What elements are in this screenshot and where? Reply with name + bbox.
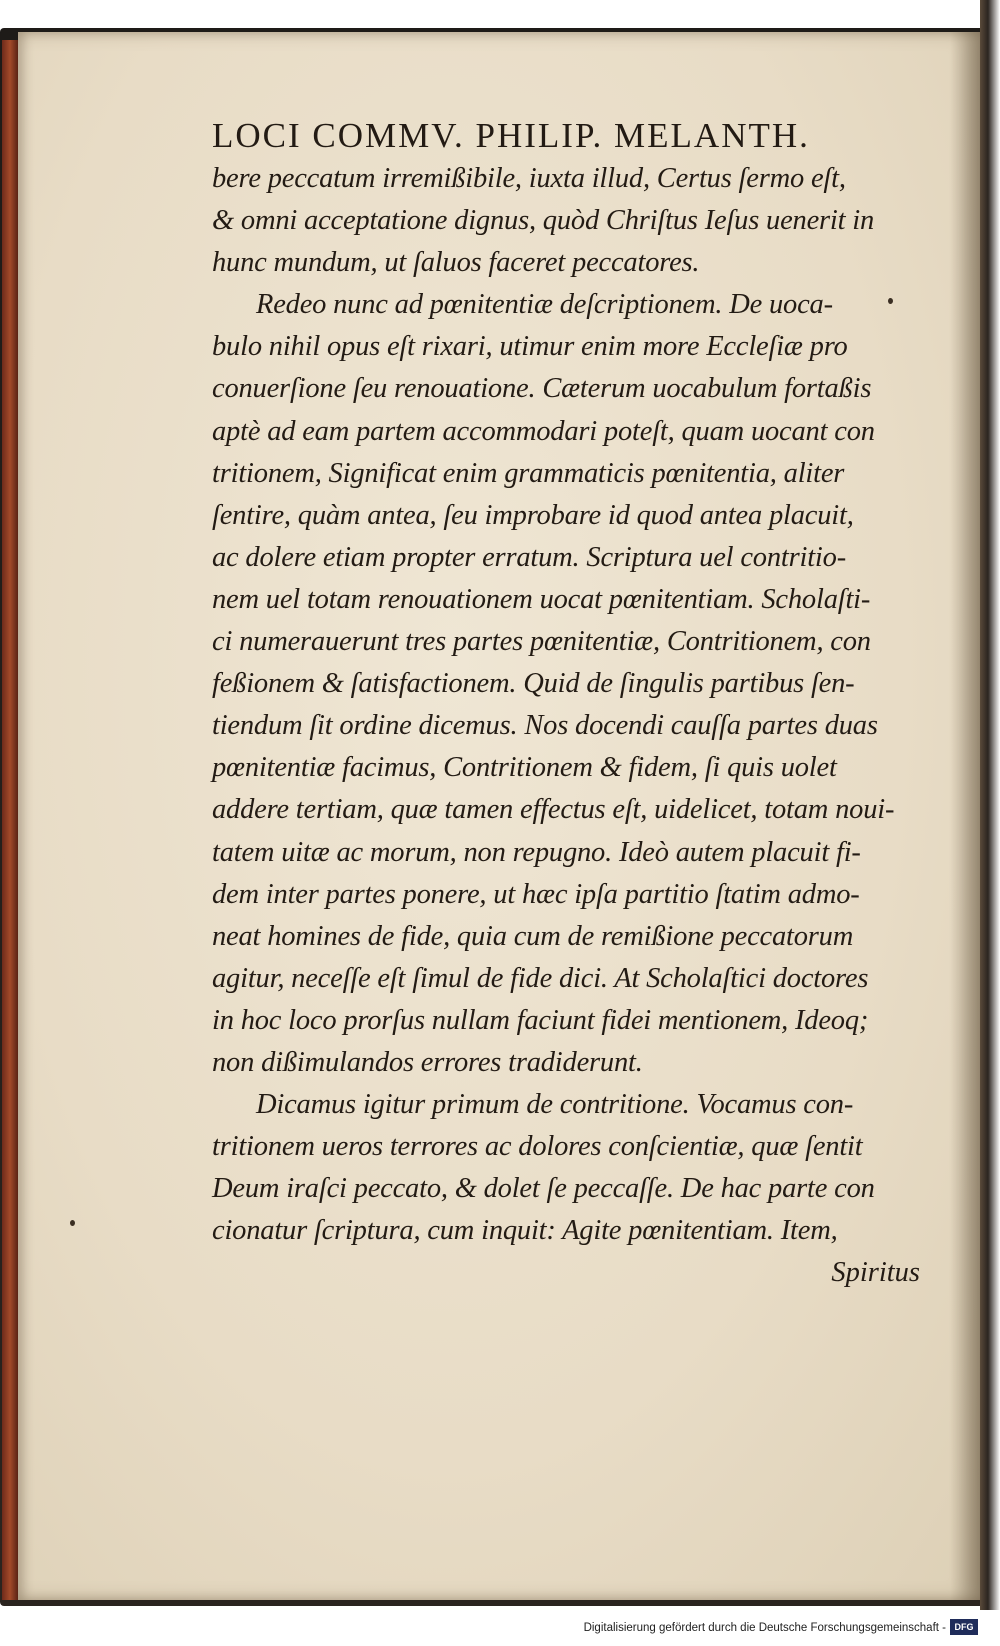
text-line: ac dolere etiam propter erratum. Scriptura uel contritio- xyxy=(212,541,846,573)
text-line: bere peccatum irremißibile, iuxta illud, Certus ſermo eſt, xyxy=(212,163,846,194)
dfg-logo: DFG xyxy=(950,1619,978,1635)
text-line: cionatur ſcriptura, cum inquit: Agite pœnitentiam. Item, xyxy=(212,1215,838,1247)
text-line: nem uel totam renouationem uocat pœnitentiam. Scholaſti- xyxy=(212,583,871,615)
book-edge xyxy=(980,0,1000,1610)
binding-strip xyxy=(2,40,18,1600)
text-line: conuerſione ſeu renouatione. Cæterum uocabulum fortaßis xyxy=(212,373,872,405)
ink-speck xyxy=(70,1220,75,1226)
text-line: bulo nihil opus eſt rixari, utimur enim more Eccleſiæ pro xyxy=(212,331,848,363)
running-head: LOCI COMMV. PHILIP. MELANTH. xyxy=(212,116,810,155)
text-line: Deum iraſci peccato, & dolet ſe peccaſſe. De hac parte con xyxy=(212,1173,875,1205)
text-line: hunc mundum, ut ſaluos faceret peccatores. xyxy=(212,247,700,279)
catchword: Spiritus xyxy=(831,1257,920,1289)
text-line: tatem uitæ ac morum, non repugno. Ideò autem placuit fi- xyxy=(212,836,861,868)
paragraph-start-line: Dicamus igitur primum de contritione. Vocamus con- xyxy=(256,1089,854,1121)
text-line: agitur, neceſſe eſt ſimul de fide dici. At Scholaſtici doctores xyxy=(212,962,869,994)
page-text xyxy=(212,114,926,1295)
text-line: dem inter partes ponere, ut hæc ipſa partitio ſtatim admo- xyxy=(212,878,860,910)
text-line: tritionem, Significat enim grammaticis pœnitentia, aliter xyxy=(212,457,845,489)
text-line: tritionem ueros terrores ac dolores conſcientiæ, quæ ſentit xyxy=(212,1131,863,1163)
text-line: & omni acceptatione dignus, quòd Chriſtus Ieſus uenerit in xyxy=(212,205,875,237)
text-line: neat homines de fide, quia cum de remißione peccatorum xyxy=(212,920,854,952)
footer-credit: Digitalisierung gefördert durch die Deutsche Forschungsgemeinschaft - xyxy=(583,1622,946,1634)
text-line: non dißimulandos errores tradiderunt. xyxy=(212,1046,643,1078)
text-line: in hoc loco prorſus nullam faciunt fidei mentionem, Ideoq; xyxy=(212,1004,869,1036)
text-line: feßionem & ſatisfactionem. Quid de ſingulis partibus ſen- xyxy=(212,668,855,700)
paragraph-start-line: Redeo nunc ad pœnitentiæ deſcriptionem. De uoca- xyxy=(256,289,833,321)
text-line: pœnitentiæ facimus, Contritionem & fidem, ſi quis uolet xyxy=(212,752,837,784)
text-line: ſentire, quàm antea, ſeu improbare id quod antea placuit, xyxy=(212,499,854,531)
text-line: tiendum ſit ordine dicemus. Nos docendi cauſſa partes duas xyxy=(212,710,878,742)
text-line: aptè ad eam partem accommodari poteſt, quam uocant con xyxy=(212,415,875,447)
page-gutter-shadow xyxy=(950,32,980,1600)
text-line: addere tertiam, quæ tamen effectus eſt, uidelicet, totam noui- xyxy=(212,794,895,826)
text-line: ci numerauerunt tres partes pœnitentiæ, Contritionem, con xyxy=(212,626,871,658)
